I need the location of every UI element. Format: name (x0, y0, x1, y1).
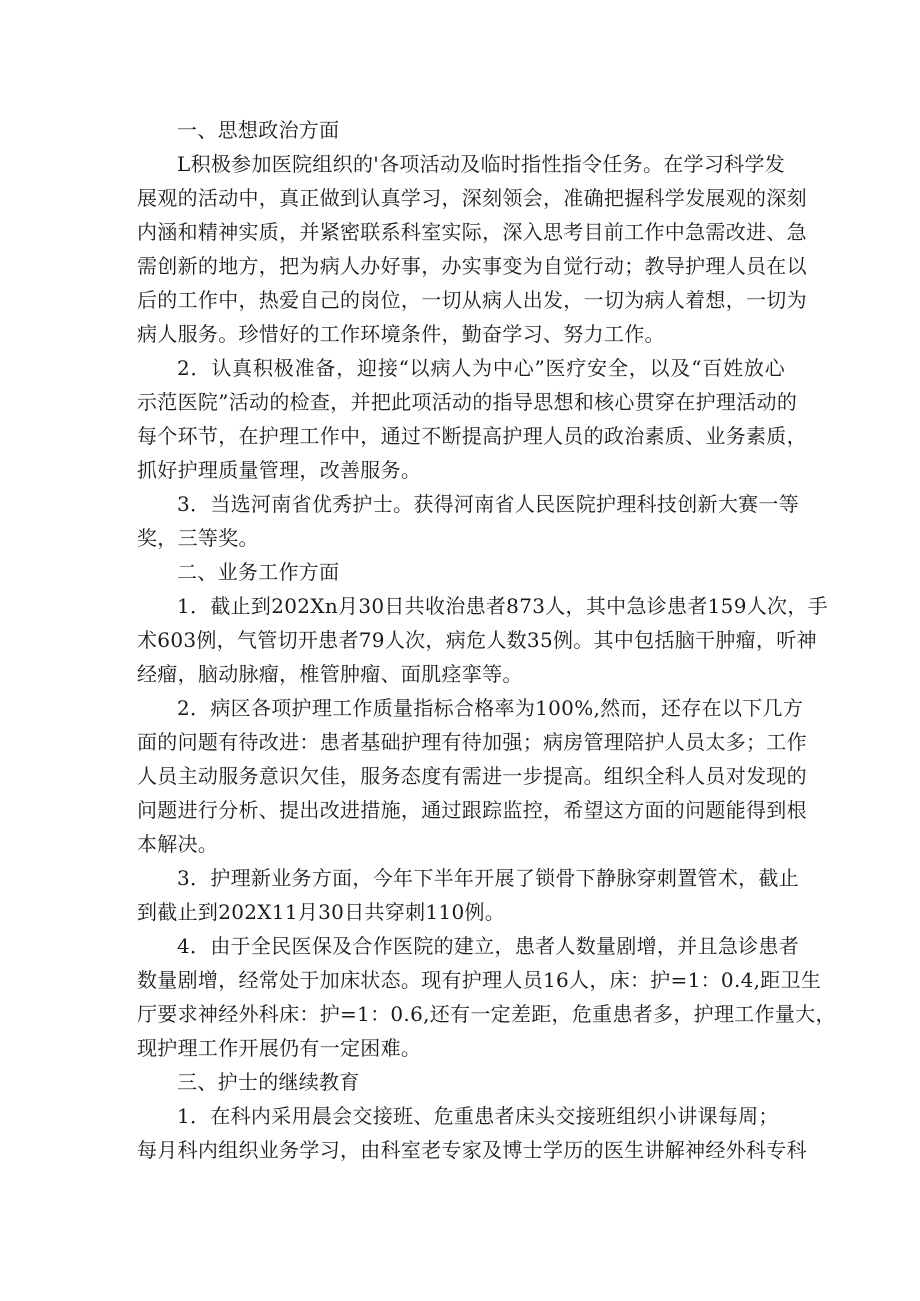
paragraph-line: 抓好护理质量管理，改善服务。 (137, 458, 422, 482)
paragraph-line: 示范医院”活动的检查，并把此项活动的指导思想和核心贯穿在护理活动的 (137, 390, 798, 414)
paragraph-line: 奖，三等奖。 (137, 526, 259, 550)
paragraph-line: 到截止到202X11月30日共穿刺110例。 (137, 900, 506, 924)
paragraph-line: 人员主动服务意识欠佳，服务态度有需进一步提高。组织全科人员对发现的 (137, 764, 807, 788)
paragraph-line: 4．由于全民医保及合作医院的建立，患者人数量剧增，并且急诊患者 (177, 934, 800, 958)
paragraph-line: 需创新的地方，把为病人办好事，办实事变为自觉行动；教导护理人员在以 (137, 254, 807, 278)
paragraph-line: 问题进行分析、提出改进措施，通过跟踪监控，希望这方面的问题能得到根 (137, 798, 807, 822)
paragraph-line: 3．当选河南省优秀护士。获得河南省人民医院护理科技创新大赛一等 (177, 492, 800, 516)
paragraph-line: 2．病区各项护理工作质量指标合格率为100%,然而，还存在以下几方 (177, 696, 804, 720)
paragraph-line: 病人服务。珍惜好的工作环境条件，勤奋学习、努力工作。 (137, 322, 665, 346)
heading-politics: 一、思想政治方面 (177, 118, 340, 142)
paragraph-line: 后的工作中，热爱自己的岗位，一切从病人出发，一切为病人着想，一切为 (137, 288, 807, 312)
paragraph-line: 面的问题有待改进：患者基础护理有待加强；病房管理陪护人员太多；工作 (137, 730, 807, 754)
paragraph-line: 现护理工作开展仍有一定困难。 (137, 1036, 422, 1060)
paragraph-line: 内涵和精神实质，并紧密联系科室实际，深入思考目前工作中急需改进、急 (137, 220, 807, 244)
paragraph-line: 数量剧增，经常处于加床状态。现有护理人员16人，床：护=1：0.4,距卫生 (137, 968, 822, 992)
paragraph-line: 2．认真积极准备，迎接“以病人为中心”医疗安全，以及“百姓放心 (177, 356, 785, 380)
paragraph-line: 3．护理新业务方面，今年下半年开展了锁骨下静脉穿刺置管术，截止 (177, 866, 800, 890)
paragraph-line: 展观的活动中，真正做到认真学习，深刻领会，准确把握科学发展观的深刻 (137, 186, 807, 210)
paragraph-line: 每个环节，在护理工作中，通过不断提高护理人员的政治素质、业务素质， (137, 424, 807, 448)
paragraph-line: 每月科内组织业务学习，由科室老专家及博士学历的医生讲解神经外科专科 (137, 1138, 807, 1162)
paragraph-line: L积极参加医院组织的'各项活动及临时指性指令任务。在学习科学发 (177, 152, 786, 176)
paragraph-line: 1．在科内采用晨会交接班、危重患者床头交接班组织小讲课每周； (177, 1104, 779, 1128)
heading-education: 三、护士的继续教育 (177, 1070, 360, 1094)
paragraph-line: 本解决。 (137, 832, 219, 856)
paragraph-line: 厅要求神经外科床：护=1：0.6,还有一定差距，危重患者多，护理工作量大， (137, 1002, 836, 1026)
paragraph-line: 1．截止到202Xn月30日共收治患者873人，其中急诊患者159人次，手 (177, 594, 828, 618)
paragraph-line: 经瘤，脑动脉瘤，椎管肿瘤、面肌痉挛等。 (137, 662, 523, 686)
heading-business: 二、业务工作方面 (177, 560, 340, 584)
paragraph-line: 术603例，气管切开患者79人次，病危人数35例。其中包括脑干肿瘤，听神 (137, 628, 817, 652)
